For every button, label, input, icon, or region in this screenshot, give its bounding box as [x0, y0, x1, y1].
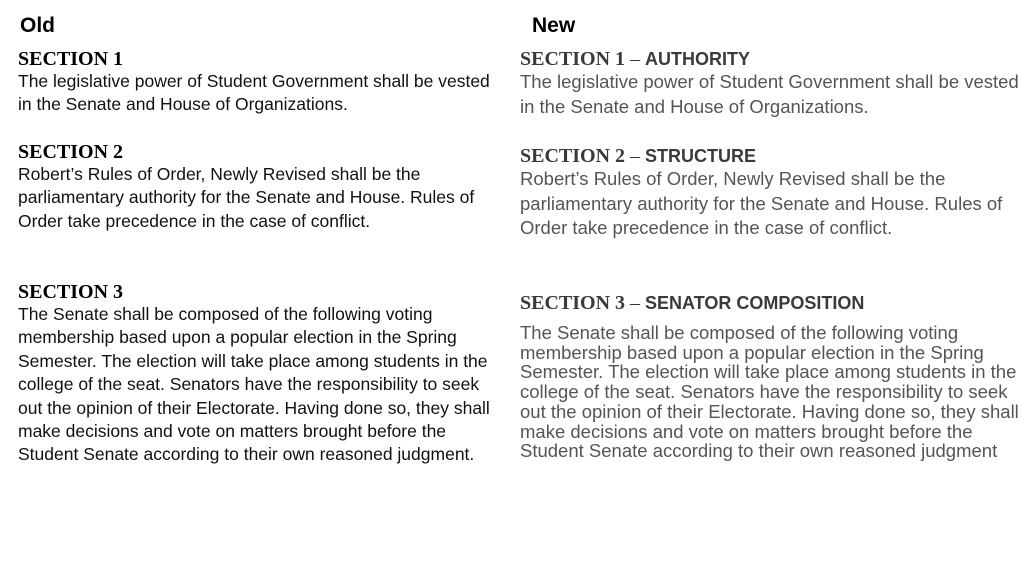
new-section-2 — [520, 145, 1020, 241]
new-section-2-heading — [520, 145, 1020, 167]
new-section-2-dash: – — [630, 145, 641, 167]
old-section-2 — [18, 141, 496, 233]
new-section-1-subtitle: AUTHORITY — [645, 49, 751, 69]
old-section-1-body: The legislative power of Student Government shall be vested in the Senate and House of Organizations. — [18, 71, 490, 115]
new-section-3-dash: – — [630, 292, 641, 314]
new-section-2-number: SECTION 2 — [520, 145, 626, 167]
old-section-3-body: The Senate shall be composed of the following voting membership based upon a popular election in the Spring Semester. The election will take place among students in the college of the seat. Senators have the responsibility to seek out the opinion of their Electorate. Having done so, they shall make decisions and vote on matters brought before the Student Senate according to their own reasoned judgment. — [18, 304, 490, 465]
new-section-1-dash: – — [630, 48, 641, 70]
old-section-1-heading: SECTION 1 — [18, 48, 124, 70]
old-section-3 — [18, 281, 496, 467]
new-section-3-subtitle: SENATOR COMPOSITION — [645, 293, 865, 313]
new-section-3-number: SECTION 3 — [520, 292, 626, 314]
new-section-3-heading — [520, 292, 1020, 314]
old-column-title: Old — [20, 14, 55, 37]
new-section-3 — [520, 292, 1020, 461]
new-section-1-heading — [520, 48, 1020, 70]
new-section-2-body: Robert’s Rules of Order, Newly Revised shall be the parliamentary authority for the Senate and House. Rules of Order take precedence in the case of conflict. — [520, 168, 1003, 238]
new-section-1 — [520, 48, 1020, 119]
new-section-1-number: SECTION 1 — [520, 48, 626, 70]
new-section-1-body: The legislative power of Student Government shall be vested in the Senate and House of Organizations. — [520, 71, 1019, 117]
old-section-2-heading: SECTION 2 — [18, 141, 124, 163]
old-section-1 — [18, 48, 496, 117]
old-section-3-heading: SECTION 3 — [18, 281, 124, 303]
new-section-2-subtitle: STRUCTURE — [645, 146, 757, 166]
old-section-2-body: Robert’s Rules of Order, Newly Revised shall be the parliamentary authority for the Senate and House. Rules of Order take precedence in the case of conflict. — [18, 164, 475, 231]
new-section-3-body: The Senate shall be composed of the following voting membership based upon a popular election in the Spring Semester. The election will take place among students in the college of the seat. Senators have the responsibility to seek out the opinion of their Electorate. Having done so, they shall make decisions and vote on matters brought before the Student Senate according to their own reasoned judgment — [520, 322, 1019, 462]
new-column-title: New — [532, 14, 576, 37]
